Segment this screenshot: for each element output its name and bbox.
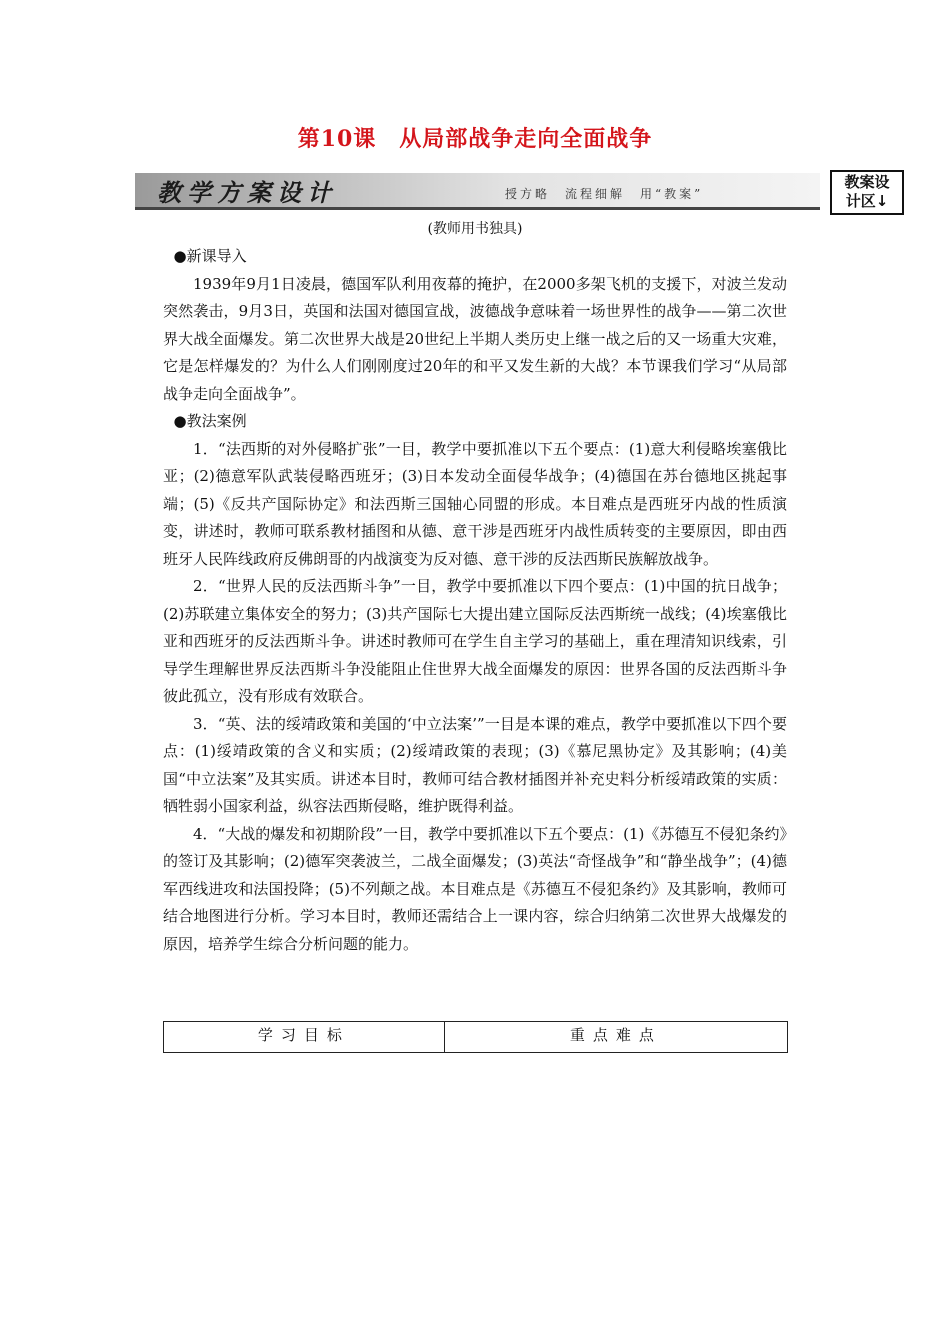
badge-line-1: 教案设: [844, 173, 890, 191]
case-paragraph-2: 2．“世界人民的反法西斯斗争”一目，教学中要抓准以下四个要点：(1)中国的抗日战争；(2)苏联建立集体安全的努力；(3)共产国际七大提出建立国际反法西斯统一战线；(4)埃塞俄比亚和西班牙的反法西斯斗争。讲述时教师可在学生自主学习的基础上，重在理清知识线索，引导学生理解世界反法西斯斗争没能阻止住世界大战全面爆发的原因：世界各国的反法西斯斗争彼此孤立，没有形成有效联合。: [163, 577, 787, 705]
design-area-badge: [830, 170, 904, 215]
case-paragraph-4: 4．“大战的爆发和初期阶段”一目，教学中要抓准以下五个要点：(1)《苏德互不侵犯条约》的签订及其影响；(2)德军突袭波兰，二战全面爆发；(3)英法“奇怪战争”和“静坐战争”；(4)德军西线进攻和法国投降；(5)不列颠之战。本目难点是《苏德互不侵犯条约》及其影响，教师可结合地图进行分析。学习本目时，教师还需结合上一课内容，综合归纳第二次世界大战爆发的原因，培养学生综合分析问题的能力。: [163, 824, 787, 953]
body-text: [163, 243, 787, 958]
table-row: [164, 1022, 788, 1053]
table-header-key-points: 重点难点: [444, 1022, 787, 1053]
intro-heading: ●新课导入: [173, 247, 247, 265]
goals-table: [163, 1021, 788, 1053]
badge-line-2: 计区↓: [845, 192, 889, 210]
case-paragraph-3: 3．“英、法的绥靖政策和美国的‘中立法案’”一目是本课的难点，教学中要抓准以下四个要点：(1)绥靖政策的含义和实质；(2)绥靖政策的表现；(3)《慕尼黑协定》及其影响；(4)美国“中立法案”及其实质。讲述本目时，教师可结合教材插图并补充史料分析绥靖政策的实质：牺牲弱小国家利益，纵容法西斯侵略，维护既得利益。: [163, 714, 787, 815]
section-banner: [135, 173, 820, 210]
teacher-note: (教师用书独具): [427, 221, 523, 237]
page-title: 第10课 从局部战争走向全面战争: [297, 126, 653, 152]
banner-subtitle: 授方略 流程细解 用“教案”: [505, 187, 704, 201]
intro-paragraph: 1939年9月1日凌晨，德国军队利用夜幕的掩护，在2000多架飞机的支援下，对波兰发动突然袭击，9月3日，英国和法国对德国宣战，波德战争意味着一场世界性的战争——第二次世界大战全面爆发。第二次世界大战是20世纪上半期人类历史上继一战之后的又一场重大灾难，它是怎样爆发的？为什么人们刚刚度过20年的和平又发生新的大战？本节课我们学习“从局部战争走向全面战争”。: [163, 274, 787, 403]
case-paragraph-1: 1．“法西斯的对外侵略扩张”一目，教学中要抓准以下五个要点：(1)意大利侵略埃塞俄比亚；(2)德意军队武装侵略西班牙；(3)日本发动全面侵华战争；(4)德国在苏台德地区挑起事端；(5)《反共产国际协定》和法西斯三国轴心同盟的形成。本目难点是西班牙内战的性质演变，讲述时，教师可联系教材插图和从德、意干涉是西班牙内战性质转变的主要原因，即由西班牙人民阵线政府反佛朗哥的内战演变为反对德、意干涉的反法西斯民族解放战争。: [163, 439, 787, 568]
table-header-goals: 学习目标: [164, 1022, 445, 1053]
banner-title: 教学方案设计: [157, 178, 337, 207]
case-heading: ●教法案例: [173, 412, 247, 430]
